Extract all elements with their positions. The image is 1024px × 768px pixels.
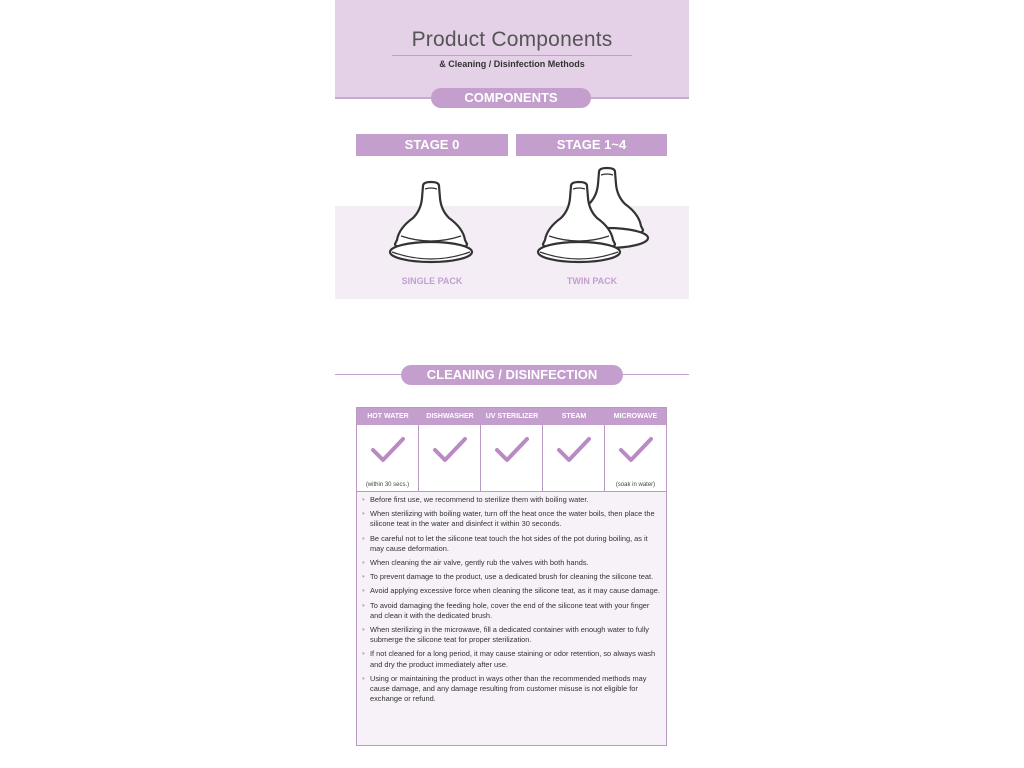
page-title: Product Components xyxy=(411,28,613,51)
microwave-note: (soak in water) xyxy=(615,482,656,488)
method-microwave: MICROWAVE xyxy=(613,413,658,420)
cleaning-heading: CLEANING / DISINFECTION xyxy=(401,365,623,385)
cleaning-table xyxy=(356,407,667,746)
components-heading: COMPONENTS xyxy=(431,88,591,108)
twin-teat-image xyxy=(533,166,657,270)
instruction-item: • Be careful not to let the silicone teat touch the hot sides of the pot during boiling, as it may cause deformation. xyxy=(362,534,662,554)
check-cell-steam xyxy=(543,425,605,491)
stage-0-label: STAGE 0 xyxy=(356,134,508,156)
instruction-item: • Avoid applying excessive force when cleaning the silicone teat, as it may cause damage. xyxy=(362,586,662,596)
instruction-item: • Before first use, we recommend to sterilize them with boiling water. xyxy=(362,495,662,505)
twin-pack-label: TWIN PACK xyxy=(566,276,618,286)
instruction-item: • Using or maintaining the product in ways other than the recommended methods may cause damage, and any damage resulting from customer misuse is not eligible for exchange or refund. xyxy=(362,674,662,705)
instruction-list xyxy=(362,495,662,708)
hot-water-note: (within 30 secs.) xyxy=(365,482,410,488)
check-cell-hot-water xyxy=(357,425,419,491)
checkmark-icon xyxy=(431,435,469,465)
method-uv-sterilizer: UV STERILIZER xyxy=(485,413,539,420)
page-subtitle: & Cleaning / Disinfection Methods xyxy=(439,59,585,69)
title-divider xyxy=(392,55,632,56)
stage-1-4-label: STAGE 1~4 xyxy=(516,134,667,156)
section-rule-left xyxy=(335,374,405,375)
check-cell-uv-sterilizer xyxy=(481,425,543,491)
single-teat-image xyxy=(387,180,477,268)
single-pack-label: SINGLE PACK xyxy=(401,276,463,286)
section-rule-right xyxy=(619,374,689,375)
checkmark-icon xyxy=(555,435,593,465)
checkmark-icon xyxy=(369,435,407,465)
instruction-item: • When sterilizing with boiling water, turn off the heat once the water boils, then place the silicone teat in the water and disinfect it within 30 seconds. xyxy=(362,509,662,529)
checkmark-icon xyxy=(617,435,655,465)
instruction-item: • To avoid damaging the feeding hole, cover the end of the silicone teat with your finger and clean it with the dedicated brush. xyxy=(362,601,662,621)
instruction-item: • If not cleaned for a long period, it may cause staining or odor retention, so always wash and dry the product immediately after use. xyxy=(362,649,662,669)
instruction-item: • To prevent damage to the product, use a dedicated brush for cleaning the silicone teat. xyxy=(362,572,662,582)
header-banner xyxy=(335,0,689,99)
check-cell-microwave xyxy=(605,425,666,491)
table-divider xyxy=(357,491,666,492)
content-column xyxy=(335,0,689,768)
method-hot-water: HOT WATER xyxy=(367,413,409,420)
instruction-item: • When cleaning the air valve, gently rub the valves with both hands. xyxy=(362,558,662,568)
method-dishwasher: DISHWASHER xyxy=(426,413,474,420)
method-steam: STEAM xyxy=(561,413,587,420)
instruction-item: • When sterilizing in the microwave, fill a dedicated container with enough water to fully submerge the silicone teat for proper sterilization. xyxy=(362,625,662,645)
checkmark-icon xyxy=(493,435,531,465)
check-cell-dishwasher xyxy=(419,425,481,491)
method-header-row xyxy=(357,408,666,425)
